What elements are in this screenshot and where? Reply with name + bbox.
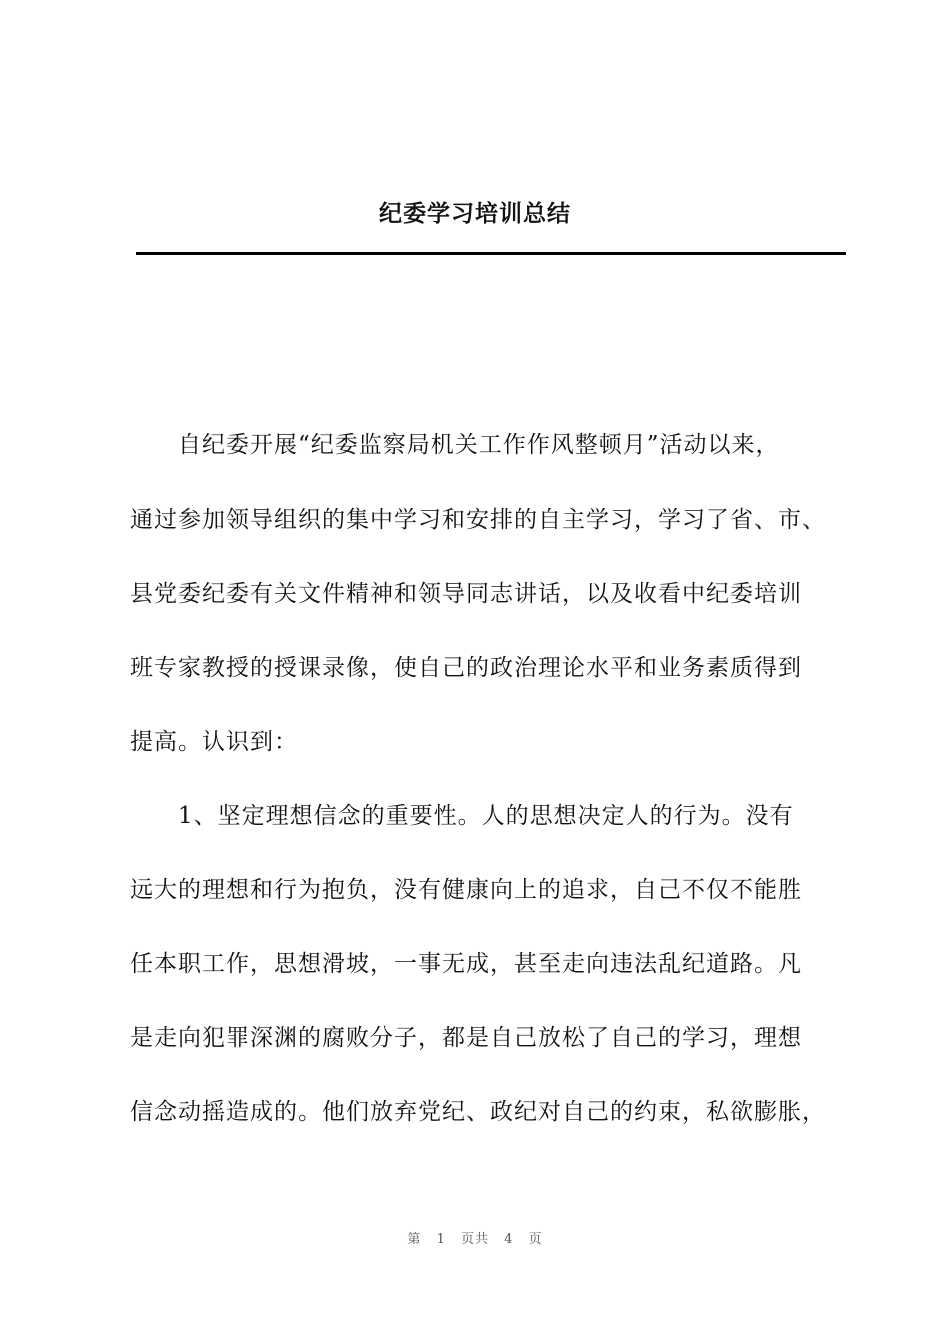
paragraph-line-8: 任本职工作，思想滑坡，一事无成，甚至走向违法乱纪道路。凡 [130,951,802,977]
paragraph-line-7: 远大的理想和行为抱负，没有健康向上的追求，自己不仅不能胜 [130,877,802,903]
paragraph-line-9: 是走向犯罪深渊的腐败分子，都是自己放松了自己的学习，理想 [130,1025,802,1051]
title-underline [136,252,846,255]
footer-current-page: 1 [436,1232,446,1247]
paragraph-line-10: 信念动摇造成的。他们放弃党纪、政纪对自己的约束，私欲膨胀， [130,1099,826,1125]
paragraph-line-5: 提高。认识到： [130,729,298,755]
footer-label-page: 第 [407,1232,422,1247]
footer-total-pages: 4 [504,1232,514,1247]
paragraph-line-2: 通过参加领导组织的集中学习和安排的自主学习，学习了省、市、 [130,507,826,533]
paragraph-line-1: 自纪委开展“纪委监察局机关工作作风整顿月”活动以来， [178,432,780,458]
paragraph-line-3: 县党委纪委有关文件精神和领导同志讲话，以及收看中纪委培训 [130,581,802,607]
paragraph-line-4: 班专家教授的授课录像，使自己的政治理论水平和业务素质得到 [130,655,802,681]
document-title: 纪委学习培训总结 [379,201,571,227]
paragraph-line-6: 1、坚定理想信念的重要性。人的思想决定人的行为。没有 [178,803,794,829]
footer-label-of: 页共 [460,1232,489,1247]
page-footer [0,1228,950,1247]
footer-label-pages: 页 [528,1232,543,1247]
